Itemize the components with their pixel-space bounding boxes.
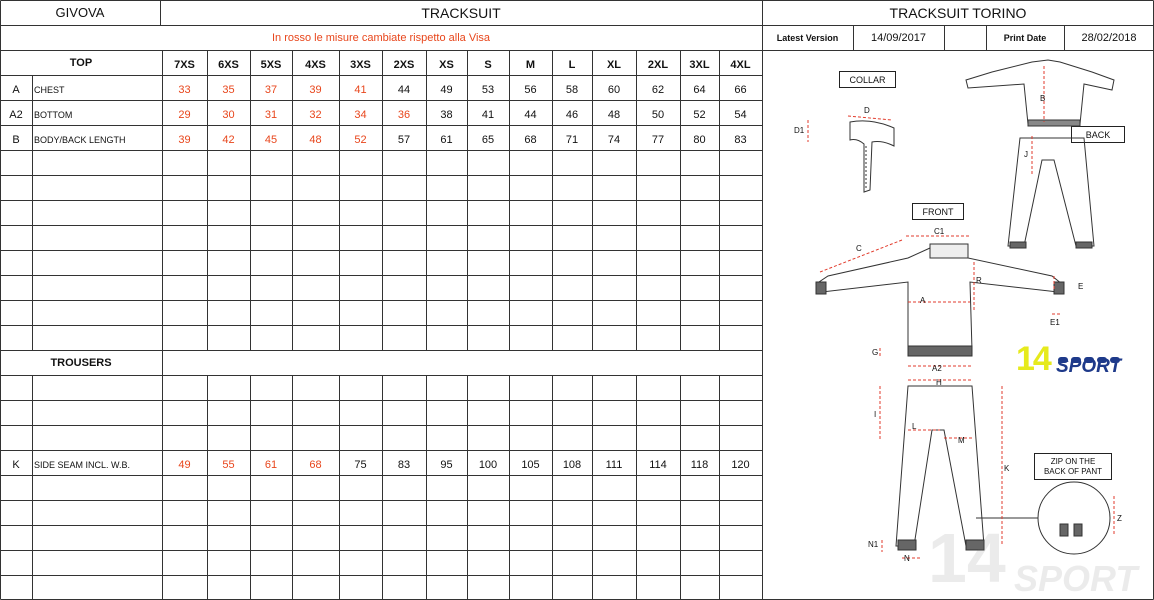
size-value: 39	[178, 134, 191, 146]
size-value: 62	[651, 84, 665, 96]
size-header: L	[568, 59, 576, 71]
dim-e1: E1	[1050, 318, 1060, 327]
size-header: XS	[439, 59, 454, 71]
size-value: 61	[440, 134, 453, 146]
measure-code: A	[12, 84, 20, 96]
size-value: 75	[354, 459, 367, 471]
dim-c: C	[856, 244, 862, 253]
dim-m: M	[958, 436, 965, 445]
dim-i: I	[874, 410, 877, 419]
measure-name: BODY/BACK LENGTH	[34, 135, 126, 145]
zip-label: ZIP ON THE BACK OF PANT	[1034, 453, 1112, 480]
size-value: 52	[354, 134, 367, 146]
dim-c1: C1	[934, 227, 945, 236]
size-value: 52	[693, 109, 706, 121]
measure-code: K	[12, 459, 20, 471]
size-value: 36	[397, 109, 411, 121]
size-value: 34	[354, 109, 367, 121]
size-value: 29	[178, 109, 191, 121]
size-value: 44	[397, 84, 411, 96]
back-label: BACK	[1071, 126, 1125, 143]
size-value: 49	[440, 84, 453, 96]
dim-g: G	[872, 348, 879, 357]
collar-drawing	[850, 121, 894, 192]
size-header: 7XS	[174, 59, 195, 71]
size-value: 37	[264, 84, 278, 96]
size-value: 80	[693, 134, 706, 146]
dim-r: R	[976, 276, 982, 285]
size-value: 61	[264, 459, 278, 471]
size-value: 100	[478, 459, 498, 471]
measure-name: BOTTOM	[34, 110, 73, 120]
front-label: FRONT	[912, 203, 964, 220]
size-value: 50	[651, 109, 665, 121]
size-header: 2XS	[393, 59, 415, 71]
size-value: 46	[565, 109, 579, 121]
size-header: S	[484, 59, 492, 71]
size-value: 77	[651, 134, 665, 146]
trousers-section-label: TROUSERS	[50, 356, 112, 369]
size-value: 41	[354, 84, 367, 96]
size-value: 57	[397, 134, 411, 146]
dim-l: L	[912, 422, 917, 431]
print-date-value: 28/02/2018	[1081, 31, 1137, 44]
size-value: 114	[649, 459, 667, 471]
size-header: 2XL	[647, 59, 669, 71]
size-value: 30	[222, 109, 235, 121]
back-jacket-drawing	[966, 60, 1114, 124]
size-value: 49	[178, 459, 191, 471]
latest-version-value: 14/09/2017	[870, 31, 927, 44]
logo-digits: 14	[1016, 340, 1050, 378]
size-header: 3XL	[689, 59, 710, 71]
dim-j: J	[1024, 150, 1028, 159]
size-value: 53	[481, 84, 495, 96]
dim-b: B	[1040, 94, 1046, 103]
latest-version-label: Latest Version	[776, 32, 839, 43]
size-value: 56	[524, 84, 537, 96]
size-value: 31	[264, 109, 278, 121]
back-pants-drawing	[1008, 138, 1094, 246]
top-section-label: TOP	[69, 56, 93, 69]
collar-label: COLLAR	[839, 71, 896, 88]
size-header: 3XS	[350, 59, 371, 71]
size-value: 118	[690, 459, 709, 471]
measure-name: CHEST	[34, 85, 65, 95]
size-value: 64	[693, 84, 706, 96]
size-header: 4XL	[730, 59, 751, 71]
size-header: XL	[606, 59, 622, 71]
size-value: 108	[562, 459, 582, 471]
size-header: 4XS	[305, 59, 326, 71]
size-value: 33	[178, 84, 191, 96]
size-value: 42	[222, 134, 235, 146]
size-value: 83	[734, 134, 747, 146]
size-value: 68	[309, 459, 322, 471]
measure-name: SIDE SEAM INCL. W.B.	[34, 460, 131, 470]
diagram-panel	[762, 50, 1154, 600]
dim-n: N	[904, 554, 910, 563]
size-value: 60	[607, 84, 621, 96]
size-value: 44	[524, 109, 537, 121]
size-value: 48	[607, 109, 621, 121]
size-value: 54	[734, 109, 747, 121]
print-date-label: Print Date	[1003, 32, 1047, 43]
brand-title: GIVOVA	[55, 5, 105, 20]
size-value: 45	[264, 134, 278, 146]
logo-word: SPORT	[1056, 356, 1122, 377]
size-value: 32	[309, 109, 322, 121]
size-value: 120	[731, 459, 750, 471]
front-jacket-drawing	[816, 244, 1062, 350]
dim-k: K	[1004, 464, 1010, 473]
size-value: 83	[397, 459, 411, 471]
size-value: 68	[524, 134, 537, 146]
size-value: 71	[565, 134, 579, 146]
dim-a: A	[920, 296, 926, 305]
measure-code: B	[12, 134, 20, 146]
size-value: 74	[607, 134, 621, 146]
product-title: TRACKSUIT	[421, 4, 501, 21]
dim-a2: A2	[932, 364, 942, 373]
size-value: 38	[440, 109, 453, 121]
size-value: 58	[565, 84, 579, 96]
change-note: In rosso le misure cambiate rispetto alla Visa	[271, 31, 491, 44]
size-value: 41	[481, 109, 495, 121]
size-value: 55	[222, 459, 235, 471]
measure-code: A2	[9, 109, 23, 121]
dim-e: E	[1078, 282, 1084, 291]
size-value: 39	[309, 84, 322, 96]
dim-d: D	[864, 106, 870, 115]
size-value: 35	[222, 84, 235, 96]
dim-d1: D1	[794, 126, 805, 135]
model-title: TRACKSUIT TORINO	[889, 4, 1027, 21]
size-header: 5XS	[260, 59, 282, 71]
dim-h: H	[936, 378, 942, 387]
size-value: 65	[481, 134, 495, 146]
dim-z: Z	[1117, 514, 1122, 523]
dim-n1: N1	[868, 540, 879, 549]
size-value: 111	[605, 459, 623, 471]
size-value: 105	[521, 459, 540, 471]
brand-logo	[1016, 340, 1142, 378]
size-value: 66	[734, 84, 747, 96]
size-value: 48	[309, 134, 322, 146]
size-header: 6XS	[218, 59, 239, 71]
size-value: 95	[440, 459, 453, 471]
watermark-logo: 14 SPORT	[928, 519, 1138, 599]
size-header: M	[525, 59, 536, 71]
